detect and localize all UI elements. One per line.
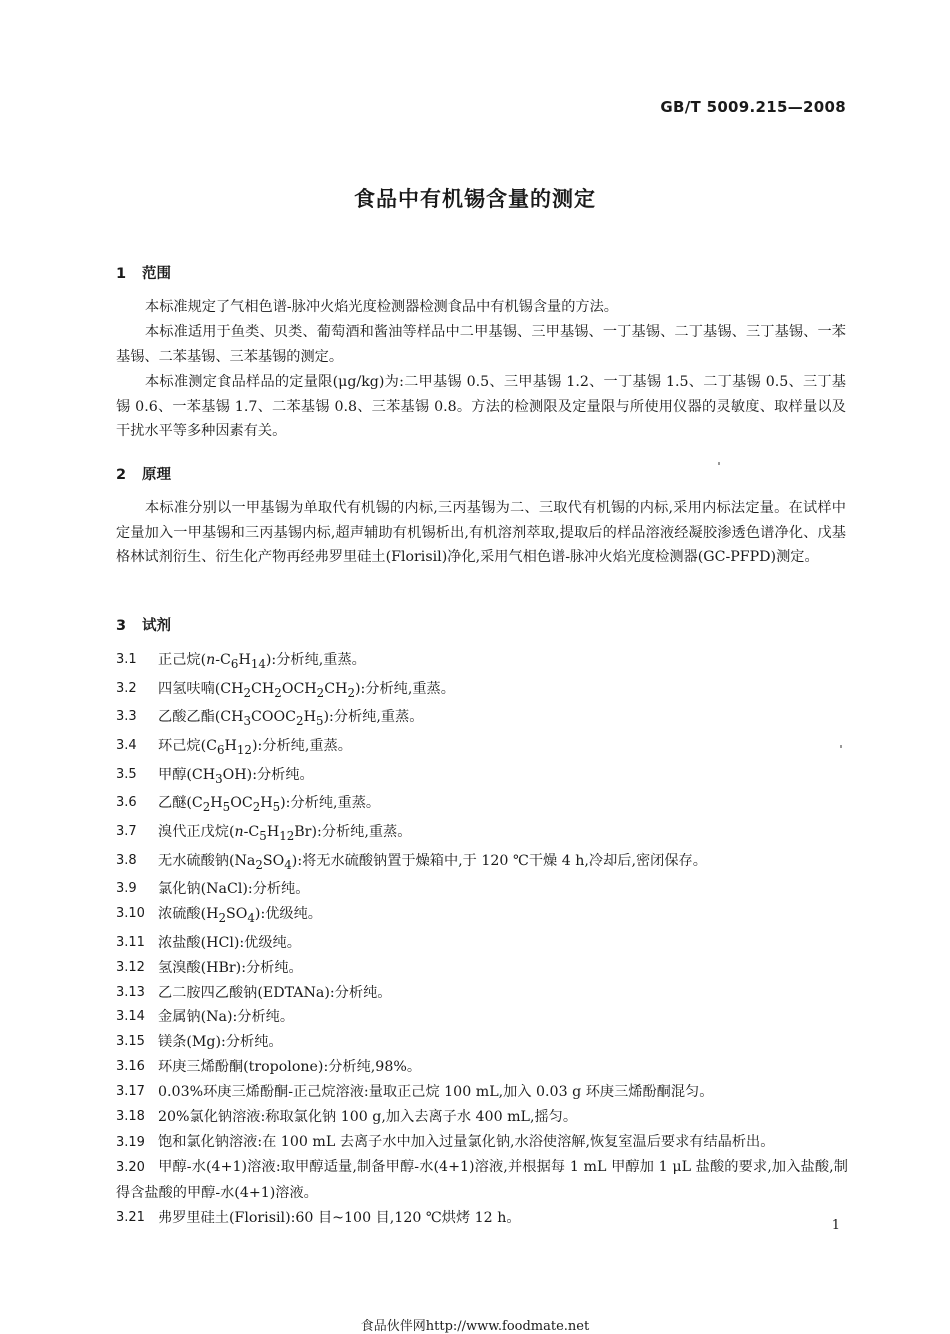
reagent-item	[116, 1206, 848, 1231]
reagent-item-text: 镁条(Mg):分析纯。	[158, 1034, 283, 1051]
section-title: 试剂	[142, 618, 171, 634]
reagent-item	[116, 931, 848, 956]
reagent-item-text: 乙二胺四乙酸钠(EDTANa):分析纯。	[158, 984, 392, 1001]
reagent-item-number: 3.18	[116, 1108, 145, 1124]
reagent-item-text: 乙酸乙酯$(CH_3COOC_2H_5)$:分析纯,重蒸。	[158, 709, 424, 729]
reagent-item-text: 正己烷$(n-C_6H_{14})$:分析纯,重蒸。	[158, 652, 366, 671]
reagent-item-number: 3.6	[116, 795, 137, 811]
reagent-item-text: 四氢呋喃$(CH_2CH_2OCH_2CH_2)$:分析纯,重蒸。	[158, 680, 455, 700]
reagent-item	[116, 981, 848, 1006]
reagent-item-text: 氯化钠(NaCl):分析纯。	[158, 881, 310, 898]
reagent-item-number: 3.7	[116, 824, 137, 840]
reagent-item	[116, 1130, 848, 1156]
reagent-item-text: 金属钠(Na):分析纯。	[158, 1009, 295, 1026]
reagent-item-text: 0.03%环庚三烯酚酮-正己烷溶液:量取正己烷 100 mL,加入 0.03 g 环庚三烯酚酮混匀。	[158, 1083, 714, 1100]
reagent-item	[116, 648, 848, 677]
scan-speck	[718, 462, 720, 465]
reagent-item-text: 弗罗里硅土(Florisil):60 目~100 目,120 ℃烘烤 12 h。	[158, 1210, 521, 1227]
reagent-item	[116, 849, 848, 878]
reagent-item-text: 环庚三烯酚酮(tropolone):分析纯,98%。	[158, 1059, 422, 1076]
reagent-item	[116, 877, 848, 902]
standard-code: GB/T 5009.215—2008	[660, 98, 846, 116]
section-number: 3	[116, 618, 127, 634]
section-heading-reagents	[116, 614, 171, 635]
reagent-item-text: 乙醚$(C_2H_5OC_2H_5)$:分析纯,重蒸。	[158, 795, 381, 815]
reagent-item-number: 3.16	[116, 1059, 145, 1075]
reagent-item	[116, 791, 848, 820]
reagent-item	[116, 1055, 848, 1080]
reagent-item	[116, 1155, 848, 1206]
reagent-item	[116, 1080, 848, 1105]
reagent-item-number: 3.11	[116, 934, 145, 950]
reagent-item-number: 3.5	[116, 766, 137, 782]
reagent-item-number: 3.17	[116, 1083, 145, 1099]
reagent-item-number: 3.13	[116, 984, 145, 1000]
reagent-item-number: 3.9	[116, 881, 137, 897]
reagent-item-text: 环己烷$(C_6H_{12})$:分析纯,重蒸。	[158, 738, 352, 757]
reagent-item-number: 3.14	[116, 1009, 145, 1025]
principle-paragraph: 本标准分别以一甲基锡为单取代有机锡的内标,三丙基锡为二、三取代有机锡的内标,采用内标法定量。在试样中定量加入一甲基锡和三丙基锡内标,超声辅助有机锡析出,有机溶剂萃取,提取后的样品溶液经凝胶渗透色谱净化、戊基格林试剂衍生、衍生化产物再经弗罗里硅土(Florisil)净化,采用气相色谱-脉冲火焰光度检测器(GC-PFPD)测定。	[116, 500, 846, 565]
reagent-item	[116, 763, 848, 792]
reagent-item-number: 3.10	[116, 906, 145, 922]
footer-watermark: 食品伙伴网http://www.foodmate.net	[360, 1319, 590, 1334]
section-title: 原理	[142, 467, 171, 483]
scope-paragraph-2: 本标准适用于鱼类、贝类、葡萄酒和酱油等样品中二甲基锡、三甲基锡、一丁基锡、二丁基锡、三丁基锡、一苯基锡、二苯基锡、三苯基锡的测定。	[116, 324, 846, 365]
section-heading-principle	[116, 463, 171, 484]
page-title: 食品中有机锡含量的测定	[354, 187, 596, 211]
reagent-item-number: 3.3	[116, 709, 137, 725]
reagent-item-text: 溴代正戊烷$(n-C_5H_{12}Br)$:分析纯,重蒸。	[158, 824, 412, 843]
reagent-item	[116, 1030, 848, 1055]
reagent-item-number: 3.1	[116, 652, 137, 667]
reagent-item-number: 3.2	[116, 680, 137, 696]
reagent-item-number: 3.8	[116, 852, 137, 868]
scope-paragraph-3: 本标准测定食品样品的定量限(μg/kg)为:二甲基锡 0.5、三甲基锡 1.2、一丁基锡 1.5、二丁基锡 0.5、三丁基锡 0.6、一苯基锡 1.7、二苯基锡 0.8、三苯基锡 0.8。方法的检测限及定量限与所使用仪器的灵敏度、取样量以及干扰水平等多种因素有关。	[116, 374, 846, 439]
scan-speck	[840, 745, 842, 748]
section-title: 范围	[142, 266, 171, 282]
reagent-item-number: 3.20	[116, 1160, 145, 1176]
reagent-item	[116, 1105, 848, 1130]
page-number: 1	[831, 1218, 840, 1233]
reagent-item	[116, 956, 848, 981]
section-number: 1	[116, 266, 127, 282]
reagent-item	[116, 902, 848, 931]
scope-paragraph-1: 本标准规定了气相色谱-脉冲火焰光度检测器检测食品中有机锡含量的方法。	[145, 299, 618, 315]
reagent-item-text: 浓盐酸(HCl):优级纯。	[158, 934, 301, 951]
reagent-item-number: 3.12	[116, 959, 145, 975]
section-number: 2	[116, 467, 127, 483]
reagent-item	[116, 820, 848, 849]
reagent-item-number: 3.4	[116, 738, 137, 754]
reagent-item-number: 3.21	[116, 1210, 145, 1226]
reagent-item-number: 3.15	[116, 1034, 145, 1050]
reagent-item-text: 甲醇-水(4+1)溶液:取甲醇适量,制备甲醇-水(4+1)溶液,并根据每 1 mL 甲醇加 1 μL 盐酸的要求,加入盐酸,制得含盐酸的甲醇-水(4+1)溶液。	[116, 1159, 848, 1202]
reagent-item-text: 无水硫酸钠$(Na_2SO_4)$:将无水硫酸钠置于燥箱中,于 120 ℃干燥 4 h,冷却后,密闭保存。	[158, 852, 707, 872]
reagent-item	[116, 734, 848, 763]
reagent-item-text: 20%氯化钠溶液:称取氯化钠 100 g,加入去离子水 400 mL,摇匀。	[158, 1108, 578, 1125]
reagent-item-text: 浓硫酸$(H_2SO_4)$:优级纯。	[158, 906, 322, 926]
reagent-item	[116, 677, 848, 706]
reagent-list	[116, 648, 848, 1231]
reagent-item	[116, 1005, 848, 1030]
reagent-item-text: 饱和氯化钠溶液:在 100 mL 去离子水中加入过量氯化钠,水浴使溶解,恢复室温后要求有结晶析出。	[158, 1133, 775, 1150]
reagent-item	[116, 705, 848, 734]
reagent-item-number: 3.19	[116, 1134, 145, 1150]
section-heading-scope	[116, 262, 171, 283]
reagent-item-text: 甲醇$(CH_3OH)$:分析纯。	[158, 766, 314, 786]
reagent-item-text: 氢溴酸(HBr):分析纯。	[158, 959, 303, 976]
